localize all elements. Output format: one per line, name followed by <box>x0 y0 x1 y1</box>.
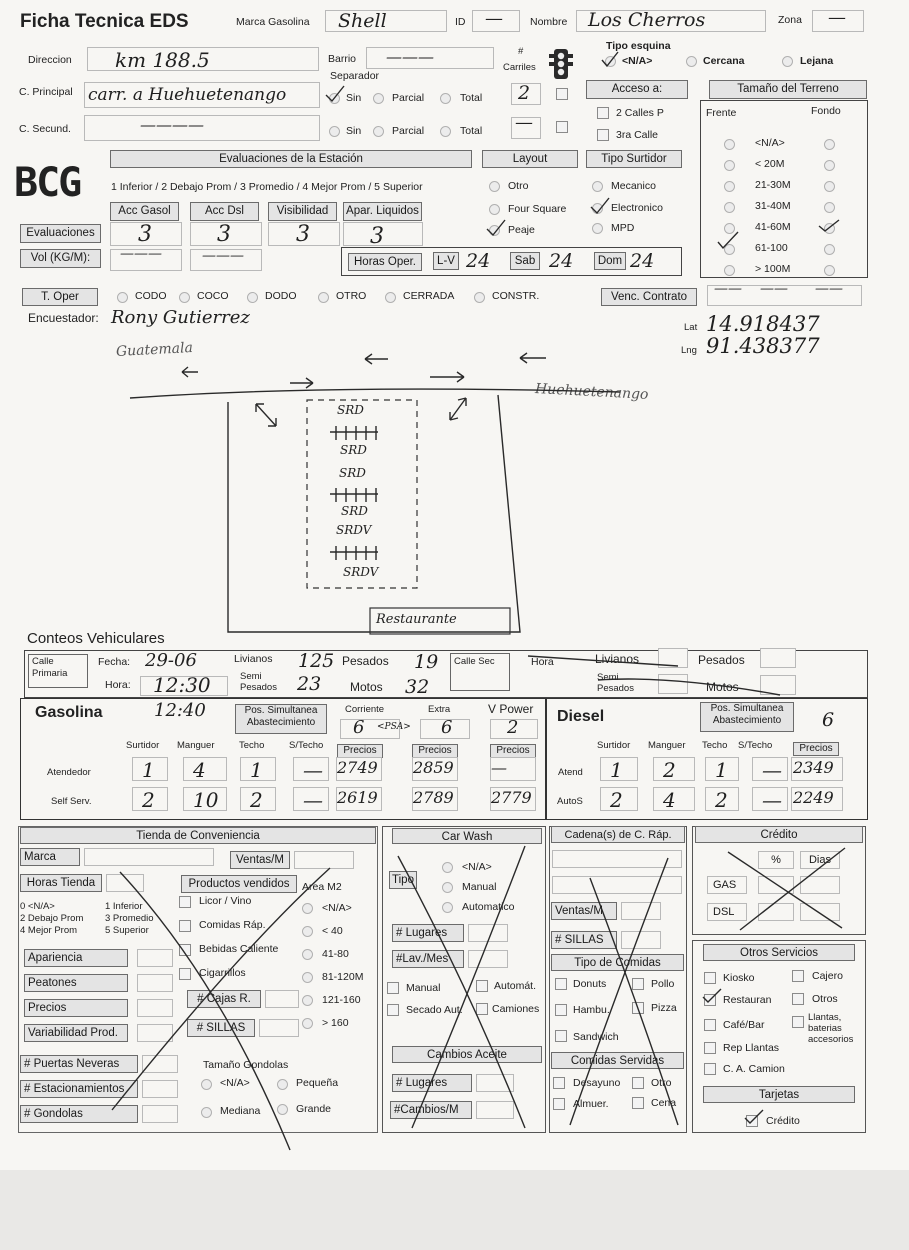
horas-label: Horas Oper. <box>348 253 422 271</box>
pesados-value: 19 <box>414 651 439 673</box>
motos-value: 32 <box>405 676 430 698</box>
fecha-value: 29-06 <box>145 650 197 671</box>
tipo-surtidor-header: Tipo Surtidor <box>586 150 682 168</box>
layout-four-square-label: Four Square <box>508 203 567 215</box>
motos2-label: Motos <box>706 680 739 694</box>
livianos2-label: Livianos <box>595 652 640 666</box>
fondo-label: Fondo <box>811 105 841 117</box>
tienda-sillas-label: # SILLAS <box>187 1019 255 1037</box>
carriles-principal-value: 2 <box>518 82 531 104</box>
acc-gasol-header: Acc Gasol <box>110 202 179 221</box>
cambios-aceite-title: Cambios Aceite <box>392 1046 542 1063</box>
atend-label: Atend <box>558 767 583 778</box>
gasolina-time: 12:40 <box>154 700 206 721</box>
esquina-na-label: <N/A> <box>622 55 653 67</box>
vol-gasol-value: ——— <box>120 246 162 262</box>
pesados-label: Pesados <box>342 654 389 668</box>
surtidor-electronico-label: Electronico <box>611 202 663 214</box>
dsl-atend-value: 2 <box>663 758 676 782</box>
gas-atendedor-value: 1 <box>142 758 155 782</box>
scale-3: 3 Promedio <box>105 913 154 924</box>
gas-col-surtidor: Surtidor <box>126 740 160 751</box>
tipo-esquina-label: Tipo esquina <box>606 40 671 52</box>
principal-value: carr. a Huehuetenango <box>88 85 287 105</box>
lat-label: Lat <box>684 322 698 333</box>
carwash-lugares-label: # Lugares <box>392 924 464 942</box>
tamano-gondolas-label: Tamaño Gondolas <box>203 1059 289 1071</box>
oper-option-label: OTRO <box>336 290 367 302</box>
esquina-cercana-label: Cercana <box>703 55 745 67</box>
dom-value: 24 <box>630 250 655 272</box>
dsl-autos-value: 2249 <box>793 788 834 807</box>
direccion-label: Direccion <box>28 54 72 66</box>
island-label-4: SRD <box>341 504 368 518</box>
corriente-value: 6 <box>353 717 365 738</box>
carwash-manual-label: Manual <box>462 881 497 893</box>
nombre-label: Nombre <box>530 16 568 28</box>
area-label-option: 121-160 <box>322 994 361 1006</box>
tienda-title: Tienda de Conveniencia <box>20 827 376 844</box>
llantas-label: Llantas, baterias accesorios <box>808 1012 854 1045</box>
gondola-na-label: <N/A> <box>220 1077 250 1089</box>
credito-pct-header: % <box>758 851 794 869</box>
dsl-pos-value: 6 <box>822 709 835 731</box>
producto-label: Bebidas Caliente <box>199 943 279 955</box>
gas-atendedor-value: — <box>491 758 507 777</box>
sep-sin-label: Sin <box>346 92 362 104</box>
diesel-title: Diesel <box>557 708 605 725</box>
terreno-title: Tamaño del Terreno <box>709 80 867 99</box>
cadenas-title: Cadena(s) de C. Ráp. <box>551 826 685 843</box>
tercera-calle-label: 3ra Calle <box>616 129 659 141</box>
tienda-row-label: Apariencia <box>24 949 128 967</box>
area-label: Area M2 <box>302 881 342 893</box>
vol-dsl-value: ——— <box>202 248 244 264</box>
island-label-2: SRD <box>340 443 367 457</box>
psa-note: <PSA> <box>377 722 411 732</box>
cw-automat-label: Automát. <box>494 980 537 992</box>
layout-header: Layout <box>482 150 578 168</box>
calle-primaria-label: Calle Primaria <box>32 656 68 679</box>
cadenas-sillas-label: # SILLAS <box>551 931 617 949</box>
gas-self-value: 2619 <box>337 788 378 807</box>
tipo-comidas-title: Tipo de Comidas <box>551 954 684 971</box>
sketch-huehuetenango: Huehuetenango <box>534 381 649 403</box>
nombre-value: Los Cherros <box>588 9 706 31</box>
dsl-atend-value: — <box>762 758 782 782</box>
principal-label: C. Principal <box>19 86 73 98</box>
vpower-label: V Power <box>488 702 534 716</box>
gas-self-value: 10 <box>193 788 219 812</box>
venc-contrato-label: Venc. Contrato <box>601 288 697 306</box>
dsl-autos-value: 2 <box>610 788 623 812</box>
zona-value: — <box>828 7 846 28</box>
tienda-marca-label: Marca <box>20 848 80 866</box>
eval-scale: 1 Inferior / 2 Debajo Prom / 3 Promedio / 4 Mejor Prom / 5 Superior <box>111 181 423 193</box>
terreno-option-label: 41-60M <box>755 221 791 233</box>
gondolas-label: # Gondolas <box>20 1105 138 1123</box>
oper-option-label: CONSTR. <box>492 290 540 302</box>
ca-camion-label: C. A. Camion <box>723 1063 785 1075</box>
gas-self-value: 2789 <box>413 788 454 807</box>
otros-check[interactable] <box>792 993 804 1005</box>
puertas-label: # Puertas Neveras <box>20 1055 138 1073</box>
dsl-atend-value: 1 <box>715 758 728 782</box>
dos-calles-label: 2 Calles P <box>616 107 664 119</box>
scan-background <box>0 1170 909 1250</box>
cafe-bar-label: Café/Bar <box>723 1019 765 1031</box>
tienda-ventas-label: Ventas/M <box>230 851 290 869</box>
hora-value: 12:30 <box>153 673 211 697</box>
cambios-lugares-label: # Lugares <box>392 1074 472 1092</box>
secund-value: ———— <box>140 115 204 134</box>
island-label-6: SRDV <box>343 565 379 579</box>
cajas-label: # Cajas R. <box>187 990 261 1008</box>
atendedor-label: Atendedor <box>47 767 91 778</box>
carwash-auto-label: Automatico <box>462 901 515 913</box>
tarjetas-title: Tarjetas <box>703 1086 855 1103</box>
evaluaciones-label: Evaluaciones <box>20 224 101 243</box>
comidas-servidas-title: Comidas Servidas <box>551 1052 684 1069</box>
terreno-option-label: 21-30M <box>755 179 791 191</box>
frente-label: Frente <box>706 107 737 119</box>
tienda-row-label: Peatones <box>24 974 128 992</box>
gasolina-title: Gasolina <box>35 704 103 721</box>
area-label-option: < 40 <box>322 925 343 937</box>
acc-dsl-value: 3 <box>217 222 231 247</box>
visibilidad-value: 3 <box>296 222 310 247</box>
producto-label: Licor / Vino <box>199 895 252 907</box>
cw-manual-label: Manual <box>406 982 441 994</box>
gas-precios-1: Precios <box>337 744 383 758</box>
marca-label: Marca Gasolina <box>236 16 310 28</box>
hora-label: Hora: <box>105 679 131 691</box>
sab-value: 24 <box>549 250 574 272</box>
pesados2-label: Pesados <box>698 653 745 667</box>
esquina-lejana-label: Lejana <box>800 55 834 67</box>
livianos-label: Livianos <box>234 653 273 665</box>
cena-label: Cena <box>651 1097 677 1109</box>
sep-total-label: Total <box>460 92 483 104</box>
producto-label: Comidas Ráp. <box>199 919 266 931</box>
lng-label: Lng <box>681 345 697 356</box>
sep2-sin-label: Sin <box>346 125 362 137</box>
gas-col-techo: Techo <box>239 740 265 751</box>
scale-4: 4 Mejor Prom <box>20 925 78 936</box>
cw-secado-label: Secado Aut. <box>406 1004 463 1016</box>
gas-atendedor-value: — <box>303 758 323 782</box>
visibilidad-header: Visibilidad <box>268 202 337 221</box>
layout-otro-label: Otro <box>508 180 529 192</box>
check-mark-icon <box>743 1108 765 1126</box>
vol-label: Vol (KG/M): <box>20 249 101 268</box>
direccion-value: km 188.5 <box>115 48 210 72</box>
sep2-parcial-label: Parcial <box>392 125 425 137</box>
credito-dias-header: Dias <box>800 851 840 869</box>
autos-label: AutoS <box>557 796 583 807</box>
dsl-autos-value: 2 <box>715 788 728 812</box>
kiosko-label: Kiosko <box>723 972 755 984</box>
conteos-title: Conteos Vehiculares <box>27 630 165 647</box>
gas-self-value: 2 <box>142 788 155 812</box>
kiosko-check[interactable] <box>704 972 716 984</box>
dsl-col-surtidor: Surtidor <box>597 740 631 751</box>
id-label: ID <box>455 16 466 28</box>
sab-label: Sab <box>510 252 540 270</box>
credito-gas-label: GAS <box>707 876 747 894</box>
gas-precios-3: Precios <box>490 744 536 758</box>
form-title: Ficha Tecnica EDS <box>20 11 189 32</box>
extra-label: Extra <box>428 704 451 715</box>
sep-parcial-label: Parcial <box>392 92 425 104</box>
semi-value: 23 <box>297 673 322 695</box>
oper-option-label: CODO <box>135 290 167 302</box>
producto-label: Cigarrillos <box>199 967 246 979</box>
semi-label: Semi Pesados <box>240 671 277 693</box>
bcg-logo: BCG <box>14 160 81 206</box>
gas-precios-2: Precios <box>412 744 458 758</box>
carriles-label: Carriles <box>503 62 536 73</box>
lng-value: 91.438377 <box>706 334 820 358</box>
motos-label: Motos <box>350 680 383 694</box>
sep2-total-label: Total <box>460 125 483 137</box>
evaluaciones-header: Evaluaciones de la Estación <box>110 150 472 168</box>
otros-servicios-title: Otros Servicios <box>703 944 855 961</box>
island-label-1: SRD <box>337 403 364 417</box>
t-oper-label: T. Oper <box>22 288 98 306</box>
hora2-label: Hora <box>531 656 554 668</box>
credito-dsl-label: DSL <box>707 903 747 921</box>
donuts-label: Donuts <box>573 978 607 990</box>
venc-day: —— <box>714 281 742 297</box>
dom-label: Dom <box>594 252 626 270</box>
tienda-row-label: Variabilidad Prod. <box>24 1024 128 1042</box>
gas-col-stecho: S/Techo <box>289 740 324 751</box>
terreno-option-label: 61-100 <box>755 242 788 254</box>
encuestador-label: Encuestador: <box>28 311 99 325</box>
sandwich-label: Sandwich <box>573 1031 619 1043</box>
terreno-option-label: < 20M <box>755 158 785 170</box>
lat-value: 14.918437 <box>706 312 820 336</box>
dsl-autos-value: 4 <box>663 788 676 812</box>
scale-0: 0 <N/A> <box>20 901 55 912</box>
cafe-bar-check[interactable] <box>704 1019 716 1031</box>
pollo-label: Pollo <box>651 978 675 990</box>
layout-peaje-label: Peaje <box>508 224 535 236</box>
barrio-value: ——— <box>386 47 434 66</box>
productos-label: Productos vendidos <box>181 875 297 893</box>
encuestador-value: Rony Gutierrez <box>111 307 250 328</box>
oper-option-label: COCO <box>197 290 229 302</box>
venc-month: —— <box>760 281 788 297</box>
carwash-tipo-label: Tipo <box>389 871 417 889</box>
acc-gasol-value: 3 <box>138 222 152 247</box>
separador-label: Separador <box>330 70 380 82</box>
extra-value: 6 <box>441 717 453 738</box>
lavmes-label: #Lav./Mes <box>392 950 464 968</box>
dsl-atend-value: 1 <box>610 758 623 782</box>
calle-sec-label: Calle Sec <box>454 656 495 667</box>
lv-label: L-V <box>433 252 459 270</box>
restauran-label: Restauran <box>723 994 772 1006</box>
tarjetas-credito-label: Crédito <box>766 1115 800 1127</box>
area-label-option: 81-120M <box>322 971 364 983</box>
sketch-guatemala: Guatemala <box>115 339 194 361</box>
horas-tienda-label: Horas Tienda <box>20 874 102 892</box>
apar-liquidos-header: Apar. Liquidos <box>343 202 422 221</box>
barrio-label: Barrio <box>328 53 357 65</box>
cambios-mes-label: #Cambios/M <box>390 1101 472 1119</box>
cadenas-ventas-label: Ventas/M <box>551 902 617 920</box>
zona-label: Zona <box>778 14 802 26</box>
corriente-label: Corriente <box>345 704 385 715</box>
desayuno-label: Desayuno <box>573 1077 621 1089</box>
area-label-option: > 160 <box>322 1017 349 1029</box>
terreno-option-label: <N/A> <box>755 137 785 149</box>
carwash-title: Car Wash <box>392 828 542 844</box>
gas-atendedor-value: 2749 <box>337 758 378 777</box>
cw-camiones-label: Camiones <box>492 1003 540 1015</box>
marca-value: Shell <box>338 10 387 32</box>
gas-atendedor-value: 4 <box>193 758 206 782</box>
acceso-button[interactable]: Acceso a: <box>586 80 688 99</box>
dsl-col-manguer: Manguer <box>648 740 686 751</box>
hambu-label: Hambu. <box>573 1004 610 1016</box>
carriles-hash: # <box>518 46 524 57</box>
area-label-option: <N/A> <box>322 902 352 914</box>
island-label-3: SRD <box>339 466 366 480</box>
dsl-precios: Precios <box>793 742 839 756</box>
tienda-row-label: Precios <box>24 999 128 1017</box>
gondola-pequena-label: Pequeña <box>296 1077 339 1089</box>
carriles-secund-value: — <box>515 112 533 133</box>
dsl-atend-value: 2349 <box>793 758 834 777</box>
fecha-label: Fecha: <box>98 656 131 668</box>
livianos-value: 125 <box>298 650 335 672</box>
gas-pos-label: Pos. Simultanea Abastecimiento <box>235 704 327 734</box>
island-label-5: SRDV <box>336 523 372 537</box>
surtidor-mpd-label: MPD <box>611 222 635 234</box>
terreno-option-label: 31-40M <box>755 200 791 212</box>
gas-col-manguer: Manguer <box>177 740 215 751</box>
gondola-grande-label: Grande <box>296 1103 332 1115</box>
acc-dsl-header: Acc Dsl <box>190 202 259 221</box>
self-serv-label: Self Serv. <box>51 796 92 807</box>
llantas-check[interactable] <box>792 1016 804 1028</box>
semi2-label: Semi Pesados <box>597 672 634 694</box>
venc-year: —— <box>815 281 843 297</box>
cajero-check[interactable] <box>792 970 804 982</box>
dsl-col-stecho: S/Techo <box>738 740 773 751</box>
oper-option-label: CERRADA <box>403 290 455 302</box>
gondola-mediana-label: Mediana <box>220 1105 261 1117</box>
secund-label: C. Secund. <box>19 123 71 135</box>
terreno-option-label: > 100M <box>755 263 791 275</box>
scale-2: 2 Debajo Prom <box>20 913 84 924</box>
gas-atendedor-value: 2859 <box>413 758 454 777</box>
dsl-col-techo: Techo <box>702 740 728 751</box>
oper-option-label: DODO <box>265 290 297 302</box>
pizza-label: Pizza <box>651 1002 677 1014</box>
otros-label: Otros <box>812 993 838 1005</box>
ca-camion-check[interactable] <box>704 1063 716 1075</box>
rep-llantas-label: Rep Llantas <box>723 1042 780 1054</box>
vpower-value: 2 <box>507 717 519 738</box>
rep-llantas-check[interactable] <box>704 1042 716 1054</box>
credito-title: Crédito <box>695 826 863 843</box>
id-value: — <box>485 8 503 29</box>
gas-self-value: — <box>303 788 323 812</box>
almuer-label: Almuer. <box>573 1098 609 1110</box>
otro-comida-label: Otro <box>651 1077 672 1089</box>
gas-atendedor-value: 1 <box>250 758 263 782</box>
scale-1: 1 Inferior <box>105 901 143 912</box>
estacionamientos-label: # Estacionamientos <box>20 1080 138 1098</box>
cajero-label: Cajero <box>812 970 843 982</box>
dsl-autos-value: — <box>762 788 782 812</box>
apar-liquidos-value: 3 <box>370 224 384 249</box>
carwash-na-label: <N/A> <box>462 861 492 873</box>
area-label-option: 41-80 <box>322 948 349 960</box>
scale-5: 5 Superior <box>105 925 149 936</box>
surtidor-mecanico-label: Mecanico <box>611 180 656 192</box>
gas-self-value: 2 <box>250 788 263 812</box>
gas-self-value: 2779 <box>491 788 532 807</box>
dsl-pos-label: Pos. Simultanea Abastecimiento <box>700 702 794 732</box>
sketch-restaurante: Restaurante <box>376 612 457 627</box>
lv-value: 24 <box>466 250 491 272</box>
check-mark-icon <box>701 987 723 1005</box>
